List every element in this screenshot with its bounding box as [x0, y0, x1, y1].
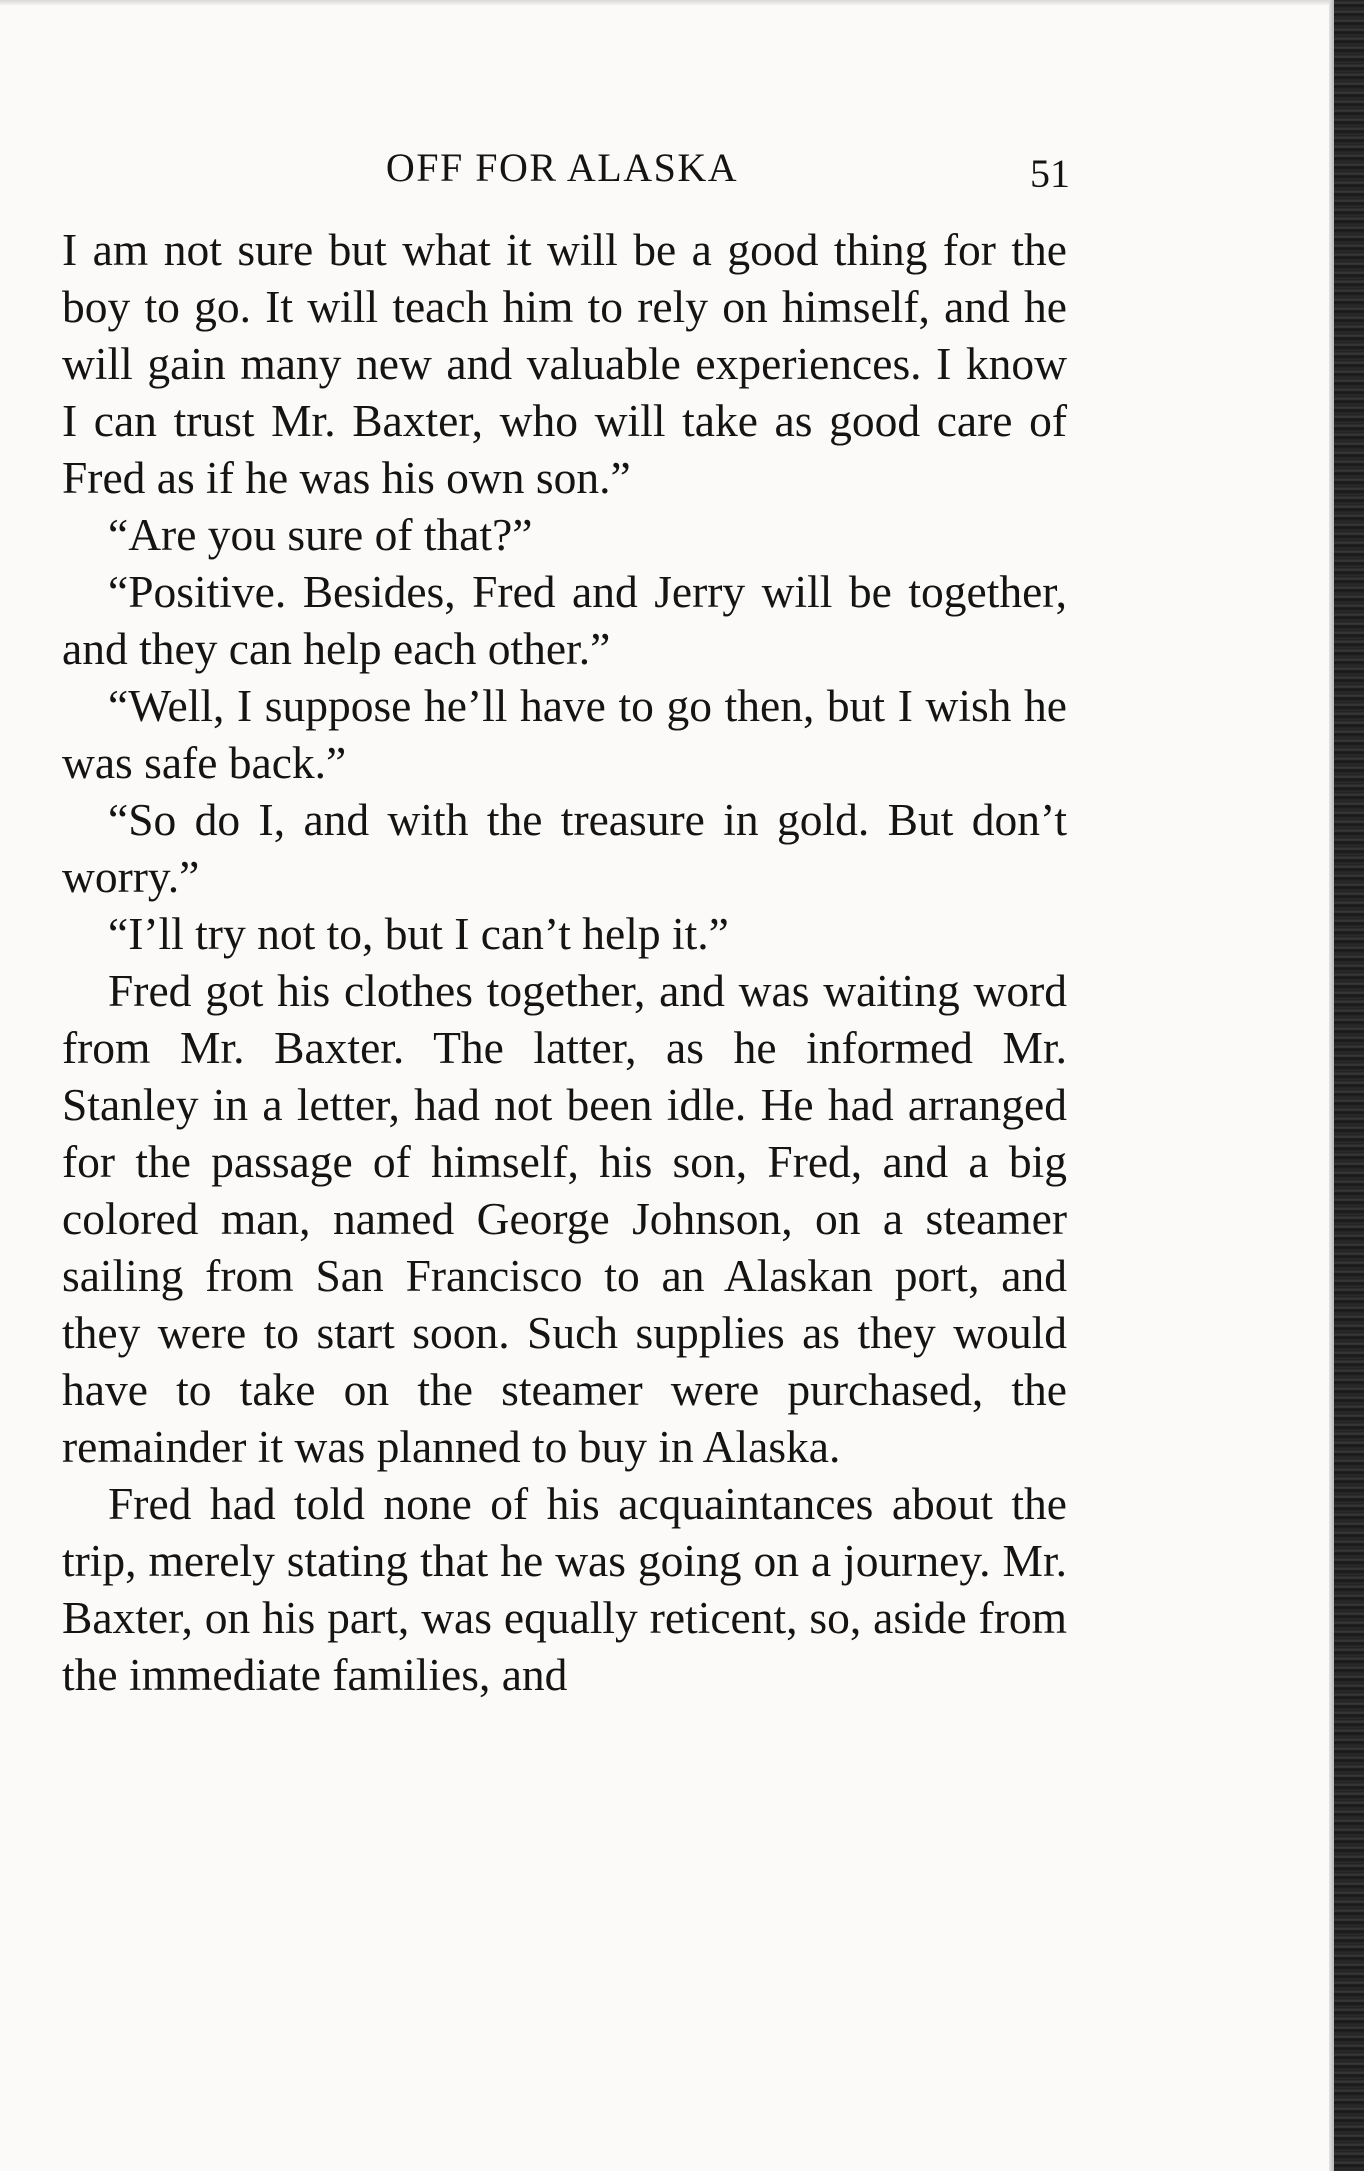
paragraph: “Are you sure of that?” [108, 509, 533, 560]
paragraph: Fred got his clothes together, and was waiting word from Mr. Baxter. The latter, as he informed Mr. Stanley in a letter, had not been idle. He had arranged for the passage of himself, his son, Fred, and a big colored man, named George Johnson, on a steamer sailing from San Francisco to an Alaskan port, and they were to start soon. Such supplies as they would have to take on the steamer were purchased, the remainder it was planned to buy in Alaska. [62, 965, 1067, 1472]
book-binding-edge [1334, 0, 1364, 2171]
page-top-edge [0, 0, 1335, 6]
paragraph: Fred had told none of his acquaintances about the trip, merely stating that he was going on a journey. Mr. Baxter, on his part, was equally reticent, so, aside from the immediate families, and [62, 1478, 1067, 1700]
running-title: OFF FOR ALASKA [385, 145, 739, 190]
paragraph: “So do I, and with the treasure in gold. But don’t worry.” [62, 794, 1067, 902]
page-number: 51 [1030, 151, 1070, 196]
paragraph: “Well, I suppose he’ll have to go then, but I wish he was safe back.” [62, 680, 1067, 788]
running-head [62, 143, 1070, 196]
paragraph: “Positive. Besides, Fred and Jerry will be together, and they can help each other.” [62, 566, 1067, 674]
paragraph: I am not sure but what it will be a good thing for the boy to go. It will teach him to rely on himself, and he will gain many new and valuable experiences. I know I can trust Mr. Baxter, who will take as good care of Fred as if he was his own son.” [62, 224, 1067, 503]
body-text [62, 221, 1067, 1703]
paragraph: “I’ll try not to, but I can’t help it.” [108, 908, 729, 959]
